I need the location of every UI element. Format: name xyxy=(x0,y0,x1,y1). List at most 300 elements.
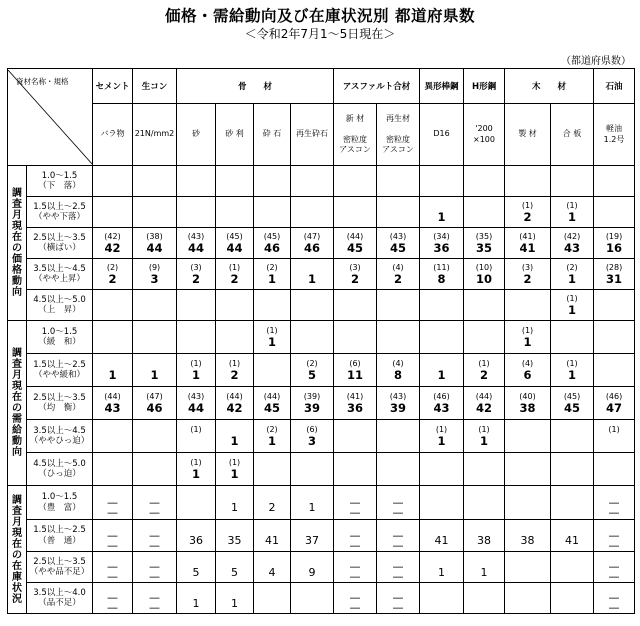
spec-label: 合 板 xyxy=(562,129,582,139)
current-count xyxy=(177,180,215,193)
data-cell xyxy=(216,228,254,259)
data-cell xyxy=(93,166,133,197)
data-cell xyxy=(291,321,334,354)
data-cell xyxy=(177,354,216,387)
previous-count: (47) xyxy=(146,391,163,401)
data-cell xyxy=(464,486,505,520)
previous-count: (43) xyxy=(389,231,407,241)
range-value: 2.5以上～3.5 xyxy=(33,556,86,567)
previous-count xyxy=(464,201,504,211)
range-label xyxy=(27,228,93,259)
previous-count xyxy=(291,556,333,566)
previous-count xyxy=(291,170,333,180)
spec-label: 軽油 xyxy=(606,124,623,134)
dash-mark: — xyxy=(608,495,620,509)
dash-mark: — xyxy=(392,528,404,542)
data-cell xyxy=(254,486,291,520)
current-count: 45 xyxy=(564,400,581,415)
previous-count xyxy=(254,170,290,180)
previous-count: (6) xyxy=(306,424,318,434)
current-count: 31 xyxy=(606,271,623,286)
dash-mark: — xyxy=(392,560,404,573)
current-count: 2 xyxy=(230,271,239,286)
data-cell xyxy=(216,354,254,387)
range-desc: （ひっ迫） xyxy=(38,469,81,479)
data-cell xyxy=(551,228,594,259)
current-count: 1 xyxy=(267,433,276,448)
previous-count xyxy=(291,263,333,273)
price-supply-table xyxy=(7,68,635,614)
data-cell xyxy=(133,259,177,290)
data-cell xyxy=(420,197,464,228)
current-count xyxy=(551,180,593,193)
current-count xyxy=(133,435,176,448)
previous-count xyxy=(216,425,253,435)
current-count xyxy=(291,180,333,193)
previous-count xyxy=(551,491,593,501)
current-count xyxy=(594,528,634,552)
previous-count xyxy=(334,326,376,336)
data-cell xyxy=(93,583,133,614)
range-value: 2.5以上～3.5 xyxy=(33,392,86,403)
current-count xyxy=(594,593,634,613)
data-cell xyxy=(334,228,377,259)
spec-header xyxy=(254,104,291,166)
data-cell xyxy=(505,228,551,259)
previous-count: (45) xyxy=(226,231,243,241)
data-cell xyxy=(133,420,177,453)
data-cell xyxy=(377,486,420,520)
data-cell xyxy=(464,197,505,228)
previous-count: (42) xyxy=(104,231,121,241)
previous-count: (1) xyxy=(566,293,578,303)
range-label xyxy=(27,453,93,486)
data-cell xyxy=(93,552,133,583)
previous-count: (1) xyxy=(521,200,534,210)
dash-mark: — xyxy=(149,601,160,614)
previous-count: (1) xyxy=(608,424,620,434)
current-count: 45 xyxy=(347,240,364,255)
current-count xyxy=(216,211,253,224)
previous-count: (28) xyxy=(605,262,623,272)
data-cell xyxy=(420,321,464,354)
data-cell xyxy=(420,228,464,259)
section-title: 調査月現在の需給動向 xyxy=(8,321,27,486)
data-cell xyxy=(464,420,505,453)
current-count xyxy=(377,180,419,193)
current-count xyxy=(420,468,463,481)
data-cell xyxy=(464,453,505,486)
range-label xyxy=(27,420,93,453)
previous-count: (9) xyxy=(148,262,161,272)
current-count xyxy=(216,304,253,317)
current-count xyxy=(464,180,504,193)
current-count: 41 xyxy=(434,534,449,547)
data-cell xyxy=(464,387,505,420)
current-count: 46 xyxy=(263,240,280,255)
previous-count xyxy=(420,587,463,597)
data-cell xyxy=(594,197,635,228)
previous-count xyxy=(594,326,634,336)
data-cell xyxy=(177,583,216,614)
previous-count: (34) xyxy=(433,231,450,241)
range-desc: （品不足） xyxy=(38,598,81,608)
current-count xyxy=(464,211,504,224)
dash-mark: — xyxy=(608,528,620,542)
dash-mark: — xyxy=(349,528,361,542)
current-count: 36 xyxy=(189,534,203,547)
data-cell xyxy=(505,520,551,552)
current-count: 43 xyxy=(104,400,121,415)
range-label xyxy=(27,387,93,420)
dash-mark: — xyxy=(608,591,620,604)
range-desc: （豊 富） xyxy=(38,502,81,513)
current-count xyxy=(334,562,376,582)
data-cell xyxy=(93,486,133,520)
previous-count xyxy=(133,170,176,180)
previous-count xyxy=(177,587,215,597)
spec-header xyxy=(377,104,420,166)
data-cell xyxy=(464,321,505,354)
data-cell xyxy=(216,486,254,520)
previous-count: (44) xyxy=(226,391,243,401)
dash-mark: — xyxy=(107,601,118,614)
current-count: 1 xyxy=(308,271,317,286)
data-cell xyxy=(133,453,177,486)
previous-count xyxy=(464,556,504,566)
previous-count xyxy=(177,524,215,534)
data-cell xyxy=(551,486,594,520)
previous-count xyxy=(464,524,504,534)
data-cell xyxy=(291,228,334,259)
current-count xyxy=(93,562,132,582)
previous-count xyxy=(334,170,376,180)
previous-count xyxy=(254,524,290,534)
previous-count: (42) xyxy=(563,231,581,241)
data-cell xyxy=(505,290,551,321)
current-count xyxy=(177,336,215,349)
dash-mark: — xyxy=(149,591,160,604)
previous-count xyxy=(334,425,376,435)
spec-label: 密粒度 xyxy=(343,134,368,144)
current-count xyxy=(291,597,333,610)
current-count: 36 xyxy=(347,400,364,415)
previous-count: (4) xyxy=(392,262,404,272)
previous-count xyxy=(133,326,176,336)
previous-count xyxy=(377,294,419,304)
current-count: 1 xyxy=(437,367,446,382)
current-count: 39 xyxy=(304,400,321,415)
data-cell xyxy=(216,259,254,290)
range-label xyxy=(27,486,93,520)
range-desc: （やや品不足） xyxy=(29,567,90,577)
previous-count xyxy=(133,294,176,304)
corner-label: 資材名称・規格 xyxy=(16,76,69,86)
previous-count xyxy=(420,491,463,501)
range-label xyxy=(27,290,93,321)
previous-count: (1) xyxy=(266,325,278,335)
current-count xyxy=(464,501,504,514)
data-cell xyxy=(594,583,635,614)
current-count: 1 xyxy=(568,302,577,317)
dash-mark: — xyxy=(392,591,404,604)
previous-count: (35) xyxy=(475,231,493,241)
data-cell xyxy=(505,583,551,614)
current-count xyxy=(464,597,504,610)
data-cell xyxy=(216,166,254,197)
previous-count xyxy=(505,458,550,468)
current-count: 45 xyxy=(263,400,280,415)
data-cell xyxy=(505,197,551,228)
previous-count xyxy=(594,170,634,180)
previous-count: (1) xyxy=(190,457,202,467)
table-row xyxy=(8,453,635,486)
data-cell xyxy=(551,520,594,552)
previous-count xyxy=(464,170,504,180)
current-count: 37 xyxy=(305,534,319,547)
current-count xyxy=(594,304,634,317)
dash-mark: — xyxy=(149,505,160,519)
current-count xyxy=(594,180,634,193)
previous-count: (3) xyxy=(190,262,202,272)
previous-count xyxy=(254,201,290,211)
current-count: 1 xyxy=(523,334,532,349)
data-cell xyxy=(93,453,133,486)
dash-mark: — xyxy=(107,495,118,509)
current-count xyxy=(133,562,176,582)
current-count: 35 xyxy=(476,240,493,255)
previous-count xyxy=(551,170,593,180)
data-cell xyxy=(551,259,594,290)
current-count xyxy=(334,304,376,317)
range-label xyxy=(27,197,93,228)
previous-count: (10) xyxy=(475,262,493,272)
current-count xyxy=(505,468,550,481)
dash-mark: — xyxy=(107,591,118,604)
data-cell xyxy=(334,321,377,354)
previous-count: (45) xyxy=(263,231,281,241)
previous-count xyxy=(551,524,593,534)
data-cell xyxy=(594,552,635,583)
previous-count: (2) xyxy=(306,358,318,368)
previous-count xyxy=(420,524,463,534)
data-cell xyxy=(133,387,177,420)
data-cell xyxy=(594,354,635,387)
previous-count xyxy=(291,294,333,304)
previous-count xyxy=(420,294,463,304)
section-title: 調査月現在の価格動向 xyxy=(8,166,27,321)
data-cell xyxy=(377,453,420,486)
data-cell xyxy=(505,552,551,583)
current-count: 3 xyxy=(150,271,159,286)
previous-count xyxy=(93,359,132,369)
data-cell xyxy=(377,197,420,228)
range-desc: （普 通） xyxy=(38,535,81,546)
data-cell xyxy=(334,420,377,453)
data-cell xyxy=(551,453,594,486)
data-cell xyxy=(93,321,133,354)
previous-count: (1) xyxy=(228,457,241,467)
previous-count xyxy=(505,587,550,597)
range-label xyxy=(27,321,93,354)
data-cell xyxy=(420,453,464,486)
data-cell xyxy=(505,387,551,420)
data-cell xyxy=(334,259,377,290)
current-count xyxy=(551,566,593,579)
data-cell xyxy=(254,197,291,228)
previous-count: (1) xyxy=(435,424,448,434)
current-count: 1 xyxy=(437,209,446,224)
current-count: 42 xyxy=(476,400,493,415)
current-count xyxy=(420,180,463,193)
current-count xyxy=(334,435,376,448)
dash-mark: — xyxy=(392,570,404,583)
current-count: 4 xyxy=(268,565,276,579)
data-cell xyxy=(177,420,216,453)
current-count xyxy=(216,336,253,349)
dash-mark: — xyxy=(107,538,118,552)
section-title: 調査月現在の在庫状況 xyxy=(8,486,27,614)
group-header: 生コン xyxy=(133,69,177,104)
current-count xyxy=(334,593,376,613)
range-value: 3.5以上～4.0 xyxy=(33,587,86,598)
current-count: 6 xyxy=(523,367,532,382)
data-cell xyxy=(377,354,420,387)
previous-count xyxy=(464,491,504,501)
current-count: 41 xyxy=(519,240,536,255)
current-count xyxy=(377,211,419,224)
current-count: 43 xyxy=(564,240,581,255)
current-count: 2 xyxy=(394,271,403,286)
current-count: 2 xyxy=(523,209,532,224)
data-cell xyxy=(177,552,216,583)
previous-count xyxy=(377,170,419,180)
current-count xyxy=(551,597,593,610)
current-count: 39 xyxy=(390,400,407,415)
group-header: 骨 材 xyxy=(177,69,334,104)
current-count: 1 xyxy=(480,433,489,448)
data-cell xyxy=(93,290,133,321)
current-count xyxy=(377,336,419,349)
data-cell xyxy=(464,583,505,614)
current-count xyxy=(254,468,290,481)
data-cell xyxy=(594,290,635,321)
current-count xyxy=(93,495,132,519)
previous-count xyxy=(420,201,463,211)
data-cell xyxy=(420,166,464,197)
current-count: 1 xyxy=(267,271,276,286)
spec-label: バラ物 xyxy=(100,129,125,139)
previous-count: (1) xyxy=(228,358,241,368)
data-cell xyxy=(177,387,216,420)
range-desc: （上 昇） xyxy=(38,305,81,315)
data-cell xyxy=(377,321,420,354)
current-count: 11 xyxy=(347,367,364,382)
previous-count: (39) xyxy=(303,391,321,401)
previous-count: (44) xyxy=(104,391,121,401)
previous-count xyxy=(93,201,132,211)
current-count xyxy=(377,495,419,519)
unit-label: （都道府県数） xyxy=(561,56,631,67)
data-cell xyxy=(93,228,133,259)
table-row xyxy=(8,197,635,228)
data-cell xyxy=(420,354,464,387)
data-cell xyxy=(594,420,635,453)
dash-mark: — xyxy=(107,570,118,583)
current-count: 5 xyxy=(192,565,200,579)
spec-label: 1.2号 xyxy=(603,134,625,144)
current-count xyxy=(594,369,634,382)
data-cell xyxy=(551,552,594,583)
data-cell xyxy=(505,321,551,354)
previous-count xyxy=(177,170,215,180)
range-label xyxy=(27,520,93,552)
current-count xyxy=(594,562,634,582)
previous-count: (40) xyxy=(519,391,536,401)
data-cell xyxy=(551,197,594,228)
data-cell xyxy=(291,197,334,228)
current-count: 16 xyxy=(606,240,623,255)
previous-count xyxy=(505,524,550,534)
data-cell xyxy=(133,197,177,228)
current-count: 41 xyxy=(265,534,279,547)
data-cell xyxy=(133,583,177,614)
current-count xyxy=(334,336,376,349)
dash-mark: — xyxy=(608,570,620,583)
data-cell xyxy=(291,420,334,453)
spec-label: 砕 石 xyxy=(262,129,282,139)
previous-count xyxy=(177,491,215,501)
data-cell xyxy=(93,420,133,453)
data-cell xyxy=(177,520,216,552)
data-cell xyxy=(216,583,254,614)
data-cell xyxy=(334,520,377,552)
table-row xyxy=(8,420,635,453)
previous-count xyxy=(93,458,132,468)
dash-mark: — xyxy=(107,505,118,519)
previous-count xyxy=(551,425,593,435)
data-cell xyxy=(291,552,334,583)
current-count xyxy=(93,468,132,481)
current-count xyxy=(291,468,333,481)
current-count: 5 xyxy=(308,367,317,382)
dash-mark: — xyxy=(149,538,160,552)
current-count xyxy=(133,180,176,193)
data-cell xyxy=(594,453,635,486)
data-cell xyxy=(254,228,291,259)
current-count xyxy=(93,435,132,448)
current-count xyxy=(291,211,333,224)
current-count xyxy=(133,304,176,317)
data-cell xyxy=(420,520,464,552)
spec-label: 砂 xyxy=(192,129,200,139)
data-cell xyxy=(133,321,177,354)
data-cell xyxy=(334,453,377,486)
current-count: 44 xyxy=(146,240,163,255)
previous-count xyxy=(420,326,463,336)
data-cell xyxy=(464,259,505,290)
spec-label: 21N/mm2 xyxy=(134,129,175,139)
previous-count xyxy=(291,587,333,597)
spec-header xyxy=(177,104,216,166)
current-count: 46 xyxy=(304,240,321,255)
current-count xyxy=(377,528,419,552)
data-cell xyxy=(377,228,420,259)
previous-count: (41) xyxy=(346,391,364,401)
table-row xyxy=(8,166,635,197)
data-cell xyxy=(254,552,291,583)
current-count xyxy=(594,336,634,349)
